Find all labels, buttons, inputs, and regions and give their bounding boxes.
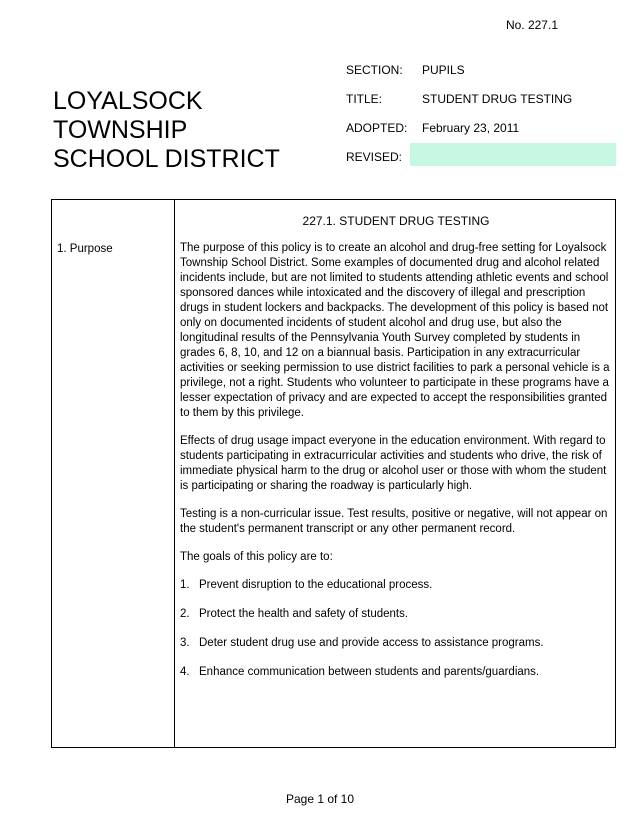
- paragraph: The goals of this policy are to:: [180, 551, 333, 563]
- goal-number: 4.: [180, 666, 190, 678]
- policy-number: No. 227.1: [505, 18, 558, 32]
- revised-label: REVISED:: [346, 150, 403, 164]
- adopted-value: February 23, 2011: [422, 121, 520, 135]
- section-heading-purpose: 1. Purpose: [57, 243, 113, 255]
- goal-text: Protect the health and safety of students.: [199, 608, 409, 620]
- page-number: Page 1 of 10: [285, 792, 355, 806]
- goal-number: 1.: [180, 579, 190, 591]
- goal-text: Deter student drug use and provide access to assistance programs.: [199, 637, 544, 649]
- goal-item: [180, 665, 611, 680]
- title-value: STUDENT DRUG TESTING: [422, 92, 573, 106]
- org-name-line: TOWNSHIP: [53, 116, 188, 144]
- goal-text: Enhance communication between students and parents/guardians.: [199, 666, 540, 678]
- goal-text: Prevent disruption to the educational process.: [199, 579, 433, 591]
- document-title: 227.1. STUDENT DRUG TESTING: [302, 214, 490, 228]
- goal-number: 3.: [180, 637, 190, 649]
- org-name-line: LOYALSOCK: [53, 87, 203, 115]
- org-name-line: SCHOOL DISTRICT: [53, 145, 280, 173]
- goal-number: 2.: [180, 608, 190, 620]
- org-name: [53, 87, 280, 174]
- paragraph: The purpose of this policy is to create an alcohol and drug-free setting for Loyalsock Township School District. Some examples of documented drug and alcohol related incidents include, but are not limited to students attending athletic events and school sponsored dances while intoxicated and the discovery of illegal and prescription drugs in student lockers and backpacks. The development of this policy is based not only on documented incidents of student alcohol and drug use, but also the longitudinal results of the Pennsylvania Youth Survey completed by students in grades 6, 8, 10, and 12 on a biannual basis. Participation in any extracurricular activities or seeking permission to use district facilities to park a personal vehicle is a privilege, not a right. Students who volunteer to participate in these programs have a lesser expectation of privacy and are expected to accept the responsibilities granted to them by this privilege.: [180, 242, 610, 419]
- goal-item: [180, 636, 611, 651]
- policy-table: [51, 199, 616, 748]
- paragraph: Effects of drug usage impact everyone in the education environment. With regard to students participating in extracurricular activities and students who drive, the risk of immediate physical harm to the drug or alcohol user or those with whom the student is participating or sharing the roadway is particularly high.: [180, 435, 607, 492]
- goal-item: [180, 607, 611, 622]
- paragraph: Testing is a non-curricular issue. Test results, positive or negative, will not appear on the student's permanent transcript or any other permanent record.: [180, 508, 608, 535]
- section-value: PUPILS: [422, 63, 465, 77]
- adopted-label: ADOPTED:: [346, 121, 408, 135]
- revised-value-box: [410, 143, 616, 166]
- policy-body: [180, 241, 611, 694]
- column-divider: [174, 200, 175, 747]
- title-label: TITLE:: [346, 92, 383, 106]
- section-label: SECTION:: [346, 63, 403, 77]
- goal-item: [180, 578, 611, 593]
